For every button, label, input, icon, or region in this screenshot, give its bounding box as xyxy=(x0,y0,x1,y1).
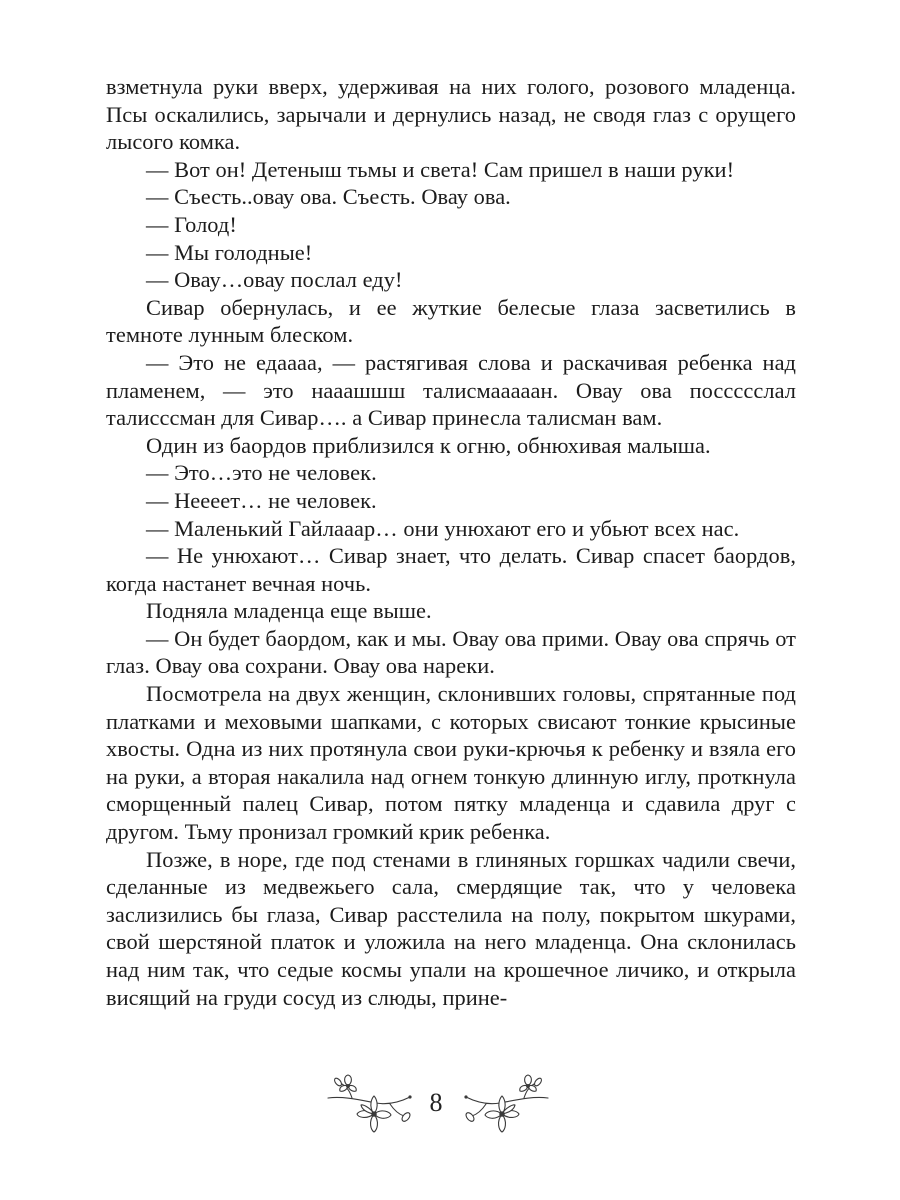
paragraph: Один из баордов приблизился к огню, обнюхивая малыша. xyxy=(146,432,711,458)
paragraph: — Вот он! Детеныш тьмы и света! Сам пришел в наши руки! xyxy=(146,156,735,182)
paragraph: — Неееет… не человек. xyxy=(146,487,377,513)
paragraph: — Не унюхают… Сивар знает, что делать. Сивар спасет баордов, когда настанет вечная ночь. xyxy=(106,543,796,596)
paragraph: — Овау…овау послал еду! xyxy=(146,267,403,293)
paragraph: — Голод! xyxy=(146,211,237,237)
paragraph: — Это не едаааа, — растягивая слова и раскачивая ребенка над пламенем, — это нааашшш талисмааааан. Овау ова поссссслал талисссман для Сивар…. а Сивар принесла талисман вам. xyxy=(106,349,796,431)
magnolia-branch-icon xyxy=(464,1070,550,1136)
magnolia-branch-icon xyxy=(326,1070,412,1136)
paragraph: — Маленький Гайлааар… они унюхают его и убьют всех нас. xyxy=(146,515,740,541)
paragraph: — Он будет баордом, как и мы. Овау ова прими. Овау ова спрячь от глаз. Овау ова сохрани. Овау ова нареки. xyxy=(106,625,796,679)
page-footer xyxy=(0,1062,900,1142)
paragraph: Позже, в норе, где под стенами в глиняных горшках чадили свечи, сделанные из медвежьего сала, смердящие так, что у человека заслизились бы глаза, Сивар расстелила на полу, покрытом шкурами, свой шерстяной платок и уложила на него младенца. Она склонилась над ним так, что седые космы упали на крошечное личико, и открыла висящий на груди сосуд из слюды, прине- xyxy=(106,846,796,1010)
body-text xyxy=(106,73,796,1011)
paragraph: — Съесть..овау ова. Съесть. Овау ова. xyxy=(146,184,511,210)
paragraph: Посмотрела на двух женщин, склонивших головы, спрятанные под платками и меховыми шапками, с которых свисают тонкие крысиные хвосты. Одна из них протянула свои руки-крючья к ребенку и взяла его на руки, а вторая накалила над огнем тонкую длинную иглу, проткнула сморщенный палец Сивар, потом пятку младенца и сдавила друг с другом. Тьму пронизал громкий крик ребенка. xyxy=(106,681,796,845)
paragraph: — Мы голодные! xyxy=(146,239,313,265)
paragraph: взметнула руки вверх, удерживая на них голого, розового младенца. Псы оскалились, зарычали и дернулись назад, не сводя глаз с орущего лысого комка. xyxy=(106,74,796,155)
paragraph: Сивар обернулась, и ее жуткие белесые глаза засветились в темноте лунным блеском. xyxy=(106,294,796,348)
page-number: 8 xyxy=(429,1088,443,1117)
paragraph: Подняла младенца еще выше. xyxy=(146,598,432,624)
paragraph: — Это…это не человек. xyxy=(146,460,377,486)
